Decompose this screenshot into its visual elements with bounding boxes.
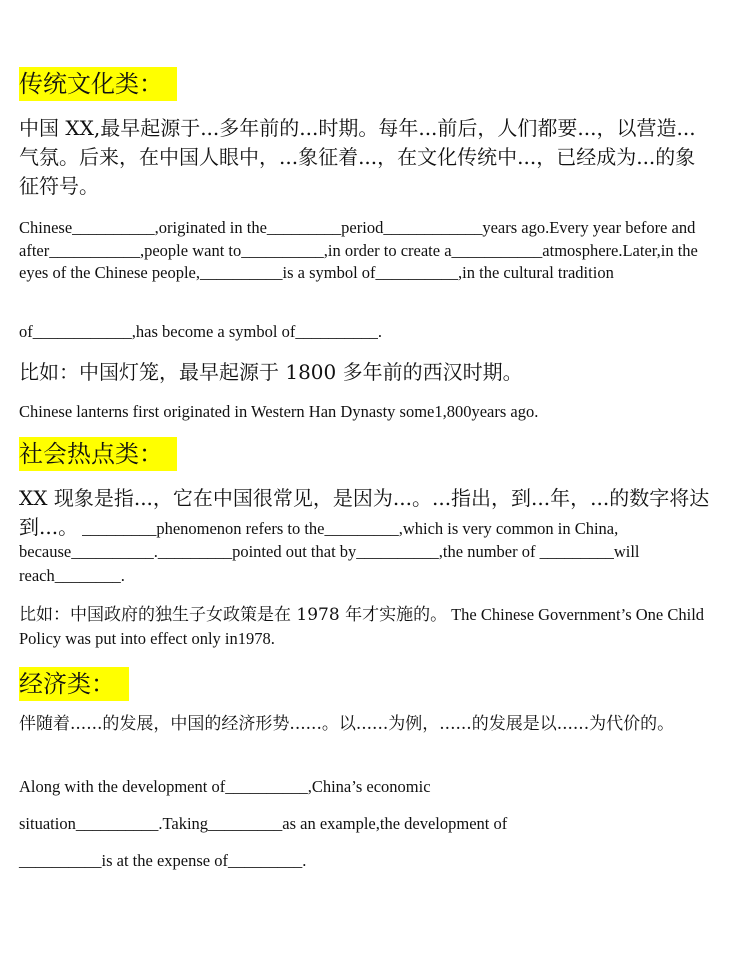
heading-traditional-culture: 传统文化类： (19, 67, 714, 101)
traditional-culture-cn-template: 中国 XX,最早起源于...多年前的...时期。每年...前后，人们都要...，以营造...气氛。后来，在中国人眼中，...象征着...，在文化传统中...，已经成为...的象征符号。 (19, 116, 696, 198)
social-hotspots-example-en: The Chinese Government’s One Child Policy was put into effect only in1978. (19, 605, 705, 648)
traditional-culture-en-template-cont: of____________,has become a symbol of__________. (19, 322, 382, 341)
economy-cn-template: 伴随着......的发展，中国的经济形势......。以......为例，......的发展是以......为代价的。 (19, 714, 675, 734)
social-hotspots-en-template: _________phenomenon refers to the_________,which is very common in China, because__________._________pointed out that by__________,the number of _________will reach________. (19, 518, 640, 585)
social-hotspots-template (19, 484, 714, 588)
economy-en-line-2: situation__________.Taking_________as an example,the development of (19, 814, 508, 833)
economy-en-line-3: __________is at the expense of_________. (19, 851, 307, 870)
social-hotspots-example-cn: 比如：中国政府的独生子女政策是在 1978 年才实施的。 (19, 605, 448, 625)
social-hotspots-example (19, 603, 714, 652)
traditional-culture-en-template: Chinese__________,originated in the_________period____________years ago.Every year before and after___________,people want to__________,in order to create a___________atmosphere.Later,in the eyes of the Chinese people,__________is a symbol of__________,in the cultural tradition (19, 218, 698, 282)
traditional-culture-example-cn: 比如：中国灯笼，最早起源于 1800 多年前的西汉时期。 (19, 360, 523, 384)
heading-social-hotspots: 社会热点类： (19, 437, 714, 471)
heading-economy: 经济类： (19, 667, 714, 701)
economy-en-line-1: Along with the development of__________,China’s economic (19, 777, 431, 796)
traditional-culture-example-en: Chinese lanterns first originated in Western Han Dynasty some1,800years ago. (19, 402, 539, 421)
social-hotspots-cn-template: XX 现象是指...，它在中国很常见，是因为...。...指出，到...年，...的数字将达到...。 (19, 486, 710, 539)
